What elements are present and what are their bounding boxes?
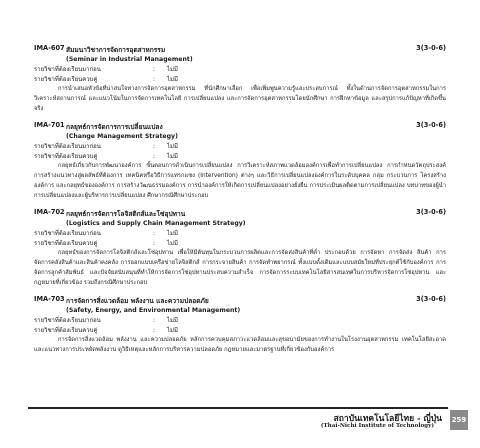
corequisite-label: รายวิชาที่ต้องเรียนควบคู่ xyxy=(34,75,98,83)
prerequisite-row xyxy=(34,229,446,239)
course-title-thai: กลยุทธ์การจัดการการเปลี่ยนแปลง xyxy=(66,123,163,131)
course-code: IMA-701 xyxy=(34,121,65,129)
corequisite-value: ไม่มี xyxy=(167,326,178,334)
course-entry xyxy=(34,295,446,355)
prerequisite-value: ไม่มี xyxy=(167,230,178,237)
prerequisite-value: ไม่มี xyxy=(167,143,178,150)
course-code: IMA-702 xyxy=(34,208,65,216)
colon: : xyxy=(153,326,156,334)
course-description: การจัดการสิ่งแวดล้อม พลังงาน และความปลอดภัย หลักการควบคุมสภาวะแวดล้อมและสุขอนามัยของการทำงานในโรงงานอุตสาหกรรม เทคโนโลยีสะอาดและแนวทางการประหยัดพลังงาน ดูวิธีเหตุและหลักการบริหารความปลอดภัย กฎหมายและมาตรฐานที่เกี่ยวข้องกับองค์การ xyxy=(34,337,446,353)
course-credits: 3(3-0-6) xyxy=(416,295,446,303)
course-header xyxy=(34,208,446,219)
course-title-thai: กลยุทธ์การจัดการโลจิสติกส์และโซ่อุปทาน xyxy=(66,210,186,218)
corequisite-row xyxy=(34,239,446,249)
corequisite-value: ไม่มี xyxy=(167,75,178,83)
corequisite-label: รายวิชาที่ต้องเรียนควบคู่ xyxy=(34,326,98,334)
colon: : xyxy=(153,143,156,150)
prerequisite-value: ไม่มี xyxy=(167,317,178,324)
page-number: 259 xyxy=(450,410,468,430)
course-header xyxy=(34,44,446,55)
institute-name-english: (Thai-Nichi Institute of Technology) xyxy=(320,423,434,429)
course-credits: 3(3-0-6) xyxy=(416,121,446,129)
colon: : xyxy=(153,239,156,247)
corequisite-row xyxy=(34,326,446,336)
corequisite-label: รายวิชาที่ต้องเรียนควบคู่ xyxy=(34,152,98,160)
prerequisite-value: ไม่มี xyxy=(167,66,178,73)
course-description: กลยุทธ์เกี่ยวกับการพัฒนาองค์การ ขั้นตอนการดำเนินการเปลี่ยนแปลง การวิเคราะห์สภาพแวดล้อมองค์การเพื่อทำการเปลี่ยนแปลง การกำหนดวัตถุประสงค์ การสร้างแนวทางสู่ผลลัพธ์ที่ต้องการ เทคนิคหรือวิธีการแทรกแซง (Intervention) ต่างๆ และวิธีการเปลี่ยนแปลงองค์การในระดับบุคคล กลุ่ม กระบวนการ โครงสร้างองค์การ และกลยุทธ์ขององค์การ การสร้างวัฒนธรรมองค์การ การนำองค์การให้เกิดการเปลี่ยนแปลงอย่างยั่งยืน การประเมินผลติดตามการเปลี่ยนแปลง บทบาทของผู้นำการเปลี่ยนแปลงและผู้บริหารการเปลี่ยนแปลง ศึกษากรณีศึกษาประกอบ xyxy=(34,163,446,199)
course-entry xyxy=(34,121,446,201)
prerequisite-row xyxy=(34,316,446,326)
course-entry xyxy=(34,44,446,114)
colon: : xyxy=(153,317,156,324)
corequisite-value: ไม่มี xyxy=(167,239,178,247)
course-title-english: (Safety, Energy, and Environmental Management) xyxy=(66,307,241,314)
course-code: IMA-607 xyxy=(34,44,65,52)
colon: : xyxy=(153,230,156,237)
prerequisite-row xyxy=(34,65,446,75)
prerequisite-label: รายวิชาที่ต้องเรียนมาก่อน xyxy=(34,143,101,150)
corequisite-value: ไม่มี xyxy=(167,152,178,160)
course-title-thai: สัมมนาวิชาการจัดการอุตสาหกรรม xyxy=(66,46,166,54)
colon: : xyxy=(153,66,156,73)
prerequisite-row xyxy=(34,142,446,152)
course-title-english: (Seminar in Industrial Management) xyxy=(66,56,193,63)
corequisite-row xyxy=(34,75,446,85)
course-description: กลยุทธ์ของการจัดการโลจิสติกส์และโซ่อุปทาน เพื่อให้มีต้นทุนในกระบวนการผลิตและการจัดส่งสินค้าที่ต่ำ ประกอบด้วย การจัดหา การจัดส่ง สินค้า การจัดการคลังสินค้าและสินค้าคงคลัง การออกแบบเครือข่ายโลจิสติกส์ การกระจายสินค้า การจัดทำพยากรณ์ ทั้งแบบดั้งเดิมและแบบสมัยใหม่ที่ประยุกต์ใช้กับองค์การ การจัดการลูกค้าสัมพันธ์ และปัจจัยสนับสนุนที่ทำให้การจัดการโซ่อุปทานประสบความสำเร็จ การจัดการระบบเทคโนโลยีสารสนเทศในการบริหารจัดการโซ่อุปทาน และกฎหมายที่เกี่ยวข้อง รวมถึงกรณีศึกษาประกอบ xyxy=(34,250,446,286)
course-description: การนำเสนอหัวข้อที่น่าสนใจทางการจัดการอุตสาหกรรม ที่นักศึกษาเลือก เพื่อเพิ่มพูนความรู้และประสบการณ์ ทั้งในด้านการจัดการอุตสาหกรรมในการวิเคราะห์สถานการณ์ และแนวโน้มในการจัดการเทคโนโลยี การเปลี่ยนแปลง และการจัดการอุตสาหกรรมโดยนักศึกษา การฝึกหาข้อมูล และสรุปการแก้ปัญหาที่เกิดขึ้นจริง xyxy=(34,86,446,112)
page-footer xyxy=(0,406,480,436)
institute-name-thai: สถาบันเทคโนโลยีไทย - ญี่ปุ่น xyxy=(333,414,442,424)
corequisite-label: รายวิชาที่ต้องเรียนควบคู่ xyxy=(34,239,98,247)
prerequisite-label: รายวิชาที่ต้องเรียนมาก่อน xyxy=(34,317,101,324)
course-credits: 3(3-0-6) xyxy=(416,208,446,216)
course-entry xyxy=(34,208,446,288)
prerequisite-label: รายวิชาที่ต้องเรียนมาก่อน xyxy=(34,230,101,237)
footer-divider xyxy=(28,407,448,409)
prerequisite-label: รายวิชาที่ต้องเรียนมาก่อน xyxy=(34,66,101,73)
corequisite-row xyxy=(34,152,446,162)
course-title-english: (Logistics and Supply Chain Management Strategy) xyxy=(66,220,246,227)
course-header xyxy=(34,121,446,132)
colon: : xyxy=(153,152,156,160)
colon: : xyxy=(153,75,156,83)
course-title-thai: การจัดการสิ่งแวดล้อม พลังงาน และความปลอดภัย xyxy=(66,297,209,305)
course-credits: 3(3-0-6) xyxy=(416,44,446,52)
course-list xyxy=(34,44,446,362)
course-header xyxy=(34,295,446,306)
course-code: IMA-703 xyxy=(34,295,65,303)
course-title-english: (Change Management Strategy) xyxy=(66,133,178,140)
